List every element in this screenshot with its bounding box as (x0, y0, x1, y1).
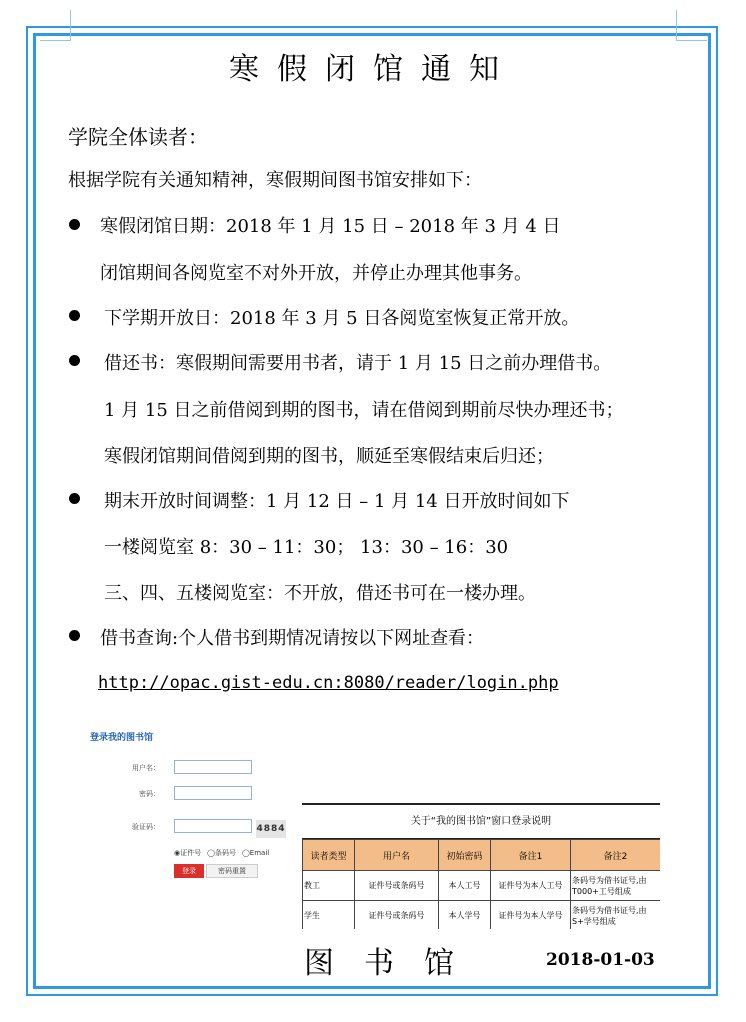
login-instructions-table (302, 803, 660, 929)
table-cell: 条码号为借书证号,由S+学号组成 (571, 901, 661, 930)
login-panel-title: 登录我的图书馆 (90, 733, 154, 743)
captcha-image: 4884 (256, 820, 286, 838)
borrowing-line-1: 借还书：寒假期间需要用书者，请于 1 月 15 日之前办理借书。 (104, 353, 612, 374)
username-input[interactable] (174, 760, 252, 774)
header-initial-password: 初始密码 (439, 840, 491, 871)
bullet-icon (69, 630, 80, 641)
closing-note: 闭馆期间各阅览室不对外开放，并停止办理其他事务。 (100, 263, 532, 284)
table-cell: 证件号或条码号 (355, 871, 439, 901)
library-signature: 图书馆 (304, 946, 484, 981)
header-note-1: 备注1 (491, 840, 571, 871)
table-cell: 条码号为借书证号,由T000+工号组成 (571, 871, 661, 901)
borrowing-line-2: 1 月 15 日之前借阅到期的图书，请在借阅到期前尽快办理还书； (104, 400, 624, 421)
captcha-label: 验证码： (132, 823, 160, 831)
header-note-2: 备注2 (571, 840, 661, 871)
bullet-icon (69, 310, 80, 321)
notice-title: 寒假闭馆通知 (229, 52, 517, 87)
login-type-radios[interactable] (174, 848, 275, 858)
password-label: 密码： (139, 790, 160, 798)
greeting: 学院全体读者： (68, 125, 208, 149)
password-input[interactable] (174, 786, 252, 800)
hours-line-3: 三、四、五楼阅览室：不开放，借还书可在一楼办理。 (104, 583, 536, 604)
bullet-icon (69, 493, 80, 504)
radio-barcode[interactable]: ◯条码号 (207, 849, 236, 857)
login-screenshot (88, 728, 288, 888)
borrowing-line-3: 寒假闭馆期间借阅到期的图书，顺延至寒假结束后归还； (104, 446, 554, 467)
table-cell: 本人学号 (439, 901, 491, 930)
bullet-icon (69, 219, 80, 230)
table-header-row (303, 840, 661, 871)
query-text: 借书查询:个人借书到期情况请按以下网址查看： (100, 628, 485, 649)
table-cell: 证件号或条码号 (355, 901, 439, 930)
reopening-date: 下学期开放日：2018 年 3 月 5 日各阅览室恢复正常开放。 (104, 308, 580, 329)
table-cell: 证件号为本人学号 (491, 901, 571, 930)
table-cell: 本人工号 (439, 871, 491, 901)
table-cell: 教工 (303, 871, 355, 901)
header-reader-type: 读者类型 (303, 840, 355, 871)
opac-link[interactable]: http://opac.gist-edu.cn:8080/reader/login.php (98, 673, 559, 693)
table-cell: 证件号为本人工号 (491, 871, 571, 901)
table-row (303, 901, 661, 930)
radio-id-number[interactable]: ◉证件号 (174, 849, 202, 857)
captcha-input[interactable] (174, 819, 252, 833)
username-label: 用户名： (132, 764, 160, 772)
table-cell: 学生 (303, 901, 355, 930)
radio-email[interactable]: ◯Email (241, 849, 270, 857)
hours-line-1: 期末开放时间调整：1 月 12 日 – 1 月 14 日开放时间如下 (104, 491, 570, 512)
corner-mark-left (40, 10, 71, 41)
reset-password-button[interactable]: 密码重置 (206, 864, 258, 878)
hours-line-2: 一楼阅览室 8：30 – 11：30； 13：30 – 16：30 (104, 537, 509, 558)
table-caption: 关于“我的图书馆”窗口登录说明 (302, 803, 660, 839)
header-username: 用户名 (355, 840, 439, 871)
intro-text: 根据学院有关通知精神，寒假期间图书馆安排如下： (68, 170, 482, 191)
closing-dates: 寒假闭馆日期：2018 年 1 月 15 日 – 2018 年 3 月 4 日 (100, 216, 561, 237)
table-row (303, 871, 661, 901)
login-button[interactable]: 登录 (174, 864, 204, 878)
notice-date: 2018-01-03 (546, 950, 655, 970)
bullet-icon (69, 355, 80, 366)
corner-mark-right (676, 10, 707, 41)
